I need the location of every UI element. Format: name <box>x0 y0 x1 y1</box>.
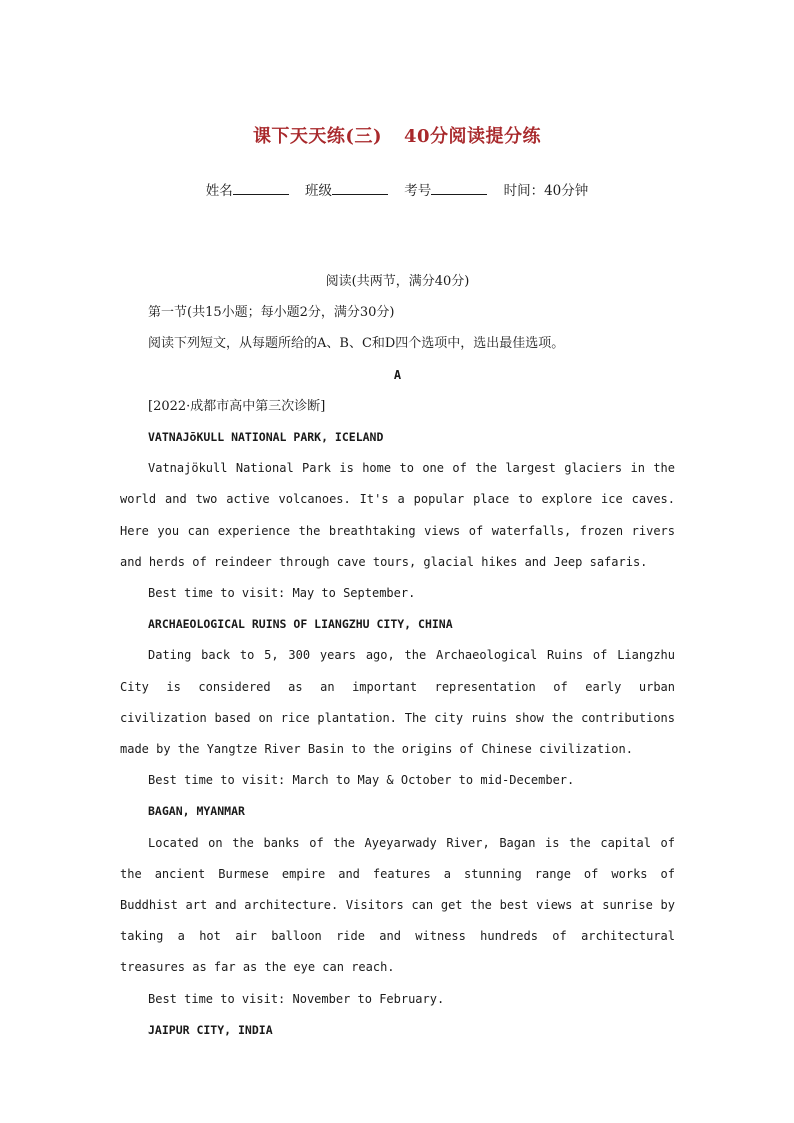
passage-heading: VATNAJōKULL NATIONAL PARK, ICELAND <box>148 430 384 445</box>
title-part1: 课下天天练(三) <box>252 126 382 147</box>
passage-source: [2022·成都市高中第三次诊断] <box>148 398 326 414</box>
title-part2: 40分阅读提分练 <box>403 126 542 147</box>
best-time: Best time to visit: March to May & October to mid-December. <box>148 773 575 788</box>
part-one-label: 第一节(共15小题；每小题2分，满分30分) <box>148 305 395 321</box>
best-time: Best time to visit: November to February. <box>148 991 445 1006</box>
best-time: Best time to visit: May to September. <box>148 586 416 601</box>
reading-body <box>120 266 675 1046</box>
passage-heading: ARCHAEOLOGICAL RUINS OF LIANGZHU CITY, CHINA <box>148 617 453 632</box>
student-info-line <box>0 179 794 199</box>
page-title <box>0 122 794 148</box>
class-blank <box>332 182 388 195</box>
name-blank <box>233 182 289 195</box>
passage-heading: BAGAN, MYANMAR <box>148 804 245 819</box>
passage-text: Dating back to 5, 300 years ago, the Archaeological Ruins of Liangzhu City is considered as an important representation of early urban civilization based on rice plantation. The city ruins show the contributions made by the Yangtze River Basin to the origins of Chinese civilization. <box>120 648 675 757</box>
passage-heading: JAIPUR CITY, INDIA <box>148 1022 273 1037</box>
name-field: 姓名 <box>206 179 289 199</box>
exam-number-blank <box>431 182 487 195</box>
exam-number-field: 考号 <box>404 179 487 199</box>
passage-letter: A <box>393 367 402 382</box>
time-field: 时间：40分钟 <box>503 183 589 199</box>
instruction: 阅读下列短文，从每题所给的A、B、C和D四个选项中，选出最佳选项。 <box>148 336 565 352</box>
class-field: 班级 <box>305 179 388 199</box>
section-title: 阅读(共两节，满分40分) <box>325 274 470 289</box>
passage-text: Vatnajökull National Park is home to one of the largest glaciers in the world and two active volcanoes. It's a popular place to explore ice caves. Here you can experience the breathtaking views of waterfalls, frozen rivers and herds of reindeer through cave tours, glacial hikes and Jeep safaris. <box>120 461 675 569</box>
passage-text: Located on the banks of the Ayeyarwady River, Bagan is the capital of the ancient Burmese empire and features a stunning range of works of Buddhist art and architecture. Visitors can get the best views at sunrise by taking a hot air balloon ride and witness hundreds of architectural treasures as far as the eye can reach. <box>120 835 675 975</box>
